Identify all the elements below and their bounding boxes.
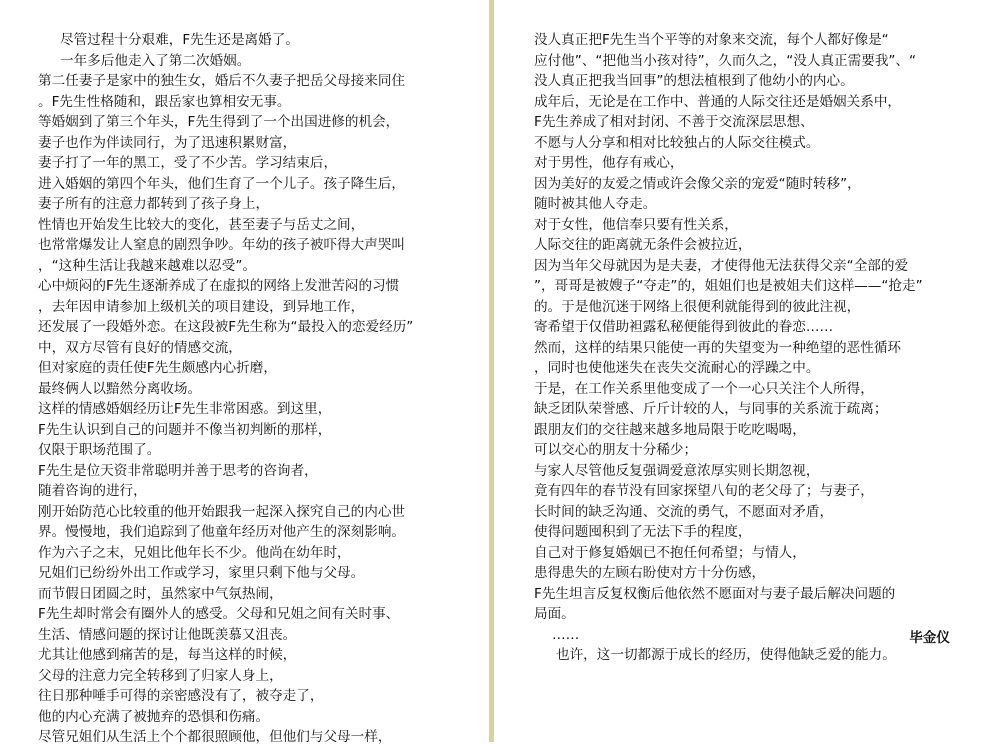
author-signature: 毕金仪 — [909, 630, 950, 646]
text-line: ”，哥哥是被嫂子“夺走”的，姐姐们也是被姐夫们这样——“抢走” — [534, 278, 923, 294]
text-line: 因为当年父母就因为是夫妻，才使得他无法获得父亲“全部的爱 — [534, 257, 909, 274]
text-line: 但对家庭的责任使F先生颇感内心折磨， — [38, 360, 277, 376]
text-line: 一年多后他走入了第二次婚姻。 — [60, 52, 251, 69]
text-line: 局面。 — [534, 606, 575, 622]
text-line: 因为美好的友爱之情或许会像父亲的宠爱“随时转移”， — [534, 175, 861, 192]
text-line: ，去年因申请参加上级机关的项目建设，到异地工作， — [38, 298, 365, 315]
text-line: 第二任妻子是家中的独生女，婚后不久妻子把岳父母接来同住 — [38, 73, 406, 89]
text-line: 而节假日团圆之时，虽然家中气氛热闹， — [38, 585, 283, 602]
text-line: 随时被其他人夺走。 — [534, 196, 657, 212]
text-line: 妻子所有的注意力都转到了孩子身上， — [38, 196, 270, 212]
text-line: 往日那种唾手可得的亲密感没有了，被夺走了， — [38, 688, 324, 704]
text-line: 也许，这一切都源于成长的经历，使得他缺乏爱的能力。 — [556, 647, 896, 663]
text-line: 对于男性，他存有戒心， — [534, 155, 684, 171]
text-line: ，“这种生活让我越来越难以忍受”。 — [38, 257, 256, 274]
text-line: F先生是位天资非常聪明并善于思考的咨询者， — [38, 462, 318, 479]
text-line: 尤其让他感到痛苦的是，每当这样的时候， — [38, 647, 297, 663]
text-line: 兄姐们已纷纷外出工作或学习，家里只剩下他与父母。 — [38, 565, 365, 581]
text-line: F先生养成了相对封闭、不善于交流深层思想、 — [534, 114, 814, 130]
text-line: 不愿与人分享和相对比较独占的人际交往模式。 — [534, 134, 820, 151]
text-line: 寄希望于仅借助袒露私秘便能得到彼此的眷恋…… — [534, 319, 834, 335]
text-line: 自己对于修复婚姻已不抱任何希望；与情人， — [534, 544, 806, 561]
text-line: 妻子打了一年的黑工，受了不少苦。学习结束后， — [38, 155, 338, 171]
text-line: 仅限于职场范围了。 — [38, 442, 161, 458]
text-line: 等婚姻到了第三个年头，F先生得到了一个出国进修的机会， — [38, 114, 400, 130]
text-line: 成年后，无论是在工作中、普通的人际交往还是婚姻关系中， — [534, 93, 902, 110]
text-line: 他的内心充满了被抛弃的恐惧和伤痛。 — [38, 708, 270, 725]
text-line: 然而，这样的结果只能使一再的失望变为一种绝望的恶性循环 — [534, 339, 902, 356]
text-line: 还发展了一段婚外恋。在这段被F先生称为“最投入的恋爱经历” — [38, 319, 414, 335]
text-line: 最终俩人以黯然分离收场。 — [38, 380, 202, 397]
text-line: 进入婚姻的第四个年头，他们生育了一个儿子。孩子降生后， — [38, 175, 406, 192]
text-line: 作为六子之末，兄姐比他年长不少。他尚在幼年时， — [38, 544, 351, 561]
text-line: 与家人尽管他反复强调爱意浓厚实则长期忽视， — [534, 462, 820, 479]
text-line: 这样的情感婚姻经历让F先生非常困惑。到这里， — [38, 401, 332, 417]
text-line: F先生坦言反复权衡后他依然不愿面对与妻子最后解决问题的 — [534, 585, 896, 602]
text-line: 中，双方尽管有良好的情感交流， — [38, 339, 242, 356]
text-line: 心中烦闷的F先生逐渐养成了在虚拟的网络上发泄苦闷的习惯 — [38, 278, 400, 294]
text-line: 没人真正把我当回事”的想法植根到了他幼小的内心。 — [534, 73, 854, 89]
text-line: 父母的注意力完全转移到了归家人身上， — [38, 667, 283, 684]
text-line: 性情也开始发生比较大的变化，甚至妻子与岳丈之间， — [38, 216, 365, 233]
text-line: 没人真正把F先生当个平等的对象来交流，每个人都好像是“ — [534, 32, 889, 48]
text-line: 于是，在工作关系里他变成了一个一心只关注个人所得， — [534, 380, 874, 397]
text-line: 随着咨询的进行， — [38, 483, 147, 499]
text-line: 界。慢慢地，我们追踪到了他童年经历对他产生的深刻影响。 — [38, 524, 406, 540]
page-gutter — [489, 0, 494, 742]
left-page — [0, 0, 488, 745]
text-line: 使得问题囤积到了无法下手的程度， — [534, 524, 752, 540]
text-line: ，同时也使他迷失在丧失交流耐心的浮躁之中。 — [534, 360, 820, 376]
text-line: 对于女性，他信奉只要有性关系， — [534, 216, 738, 233]
text-line: 尽管兄姐们从生活上个个都很照顾他，但他们与父母一样， — [38, 729, 392, 745]
text-line: …… — [552, 626, 580, 643]
text-line: 缺乏团队荣誉感、斤斤计较的人，与同事的关系流于疏离； — [534, 401, 888, 417]
text-line: F先生认识到自己的问题并不像当初判断的那样， — [38, 421, 332, 438]
text-line: 长时间的缺乏沟通、交流的勇气，不愿面对矛盾， — [534, 503, 834, 520]
text-line: 可以交心的朋友十分稀少； — [534, 442, 698, 458]
text-line: 妻子也作为伴读同行，为了迅速积累财富， — [38, 134, 297, 151]
text-line: 的。于是他沉迷于网络上很便利就能得到的彼此注视， — [534, 298, 861, 315]
text-line: 竟有四年的春节没有回家探望八旬的老父母了；与妻子， — [534, 483, 874, 499]
text-line: 也常常爆发让人窒息的剧烈争吵。年幼的孩子被吓得大声哭叫 — [38, 237, 406, 253]
text-line: 尽管过程十分艰难，F先生还是离婚了。 — [60, 32, 299, 48]
text-line: 人际交往的距离就无条件会被拉近， — [534, 237, 752, 253]
text-line: 。F先生性格随和，跟岳家也算相安无事。 — [38, 93, 291, 110]
text-line: 刚开始防范心比较重的他开始跟我一起深入探究自己的内心世 — [38, 503, 406, 520]
text-line: 患得患失的左顾右盼使对方十分伤感， — [534, 565, 766, 581]
text-line: 应付他”、“把他当小孩对待”，久而久之，“没人真正需要我”、“ — [534, 52, 917, 69]
text-line: 生活、情感问题的探讨让他既羡慕又沮丧。 — [38, 626, 297, 643]
text-line: F先生却时常会有圈外人的感受。父母和兄姐之间有关时事、 — [38, 606, 400, 622]
text-line: 跟朋友们的交往越来越多地局限于吃吃喝喝， — [534, 421, 806, 438]
